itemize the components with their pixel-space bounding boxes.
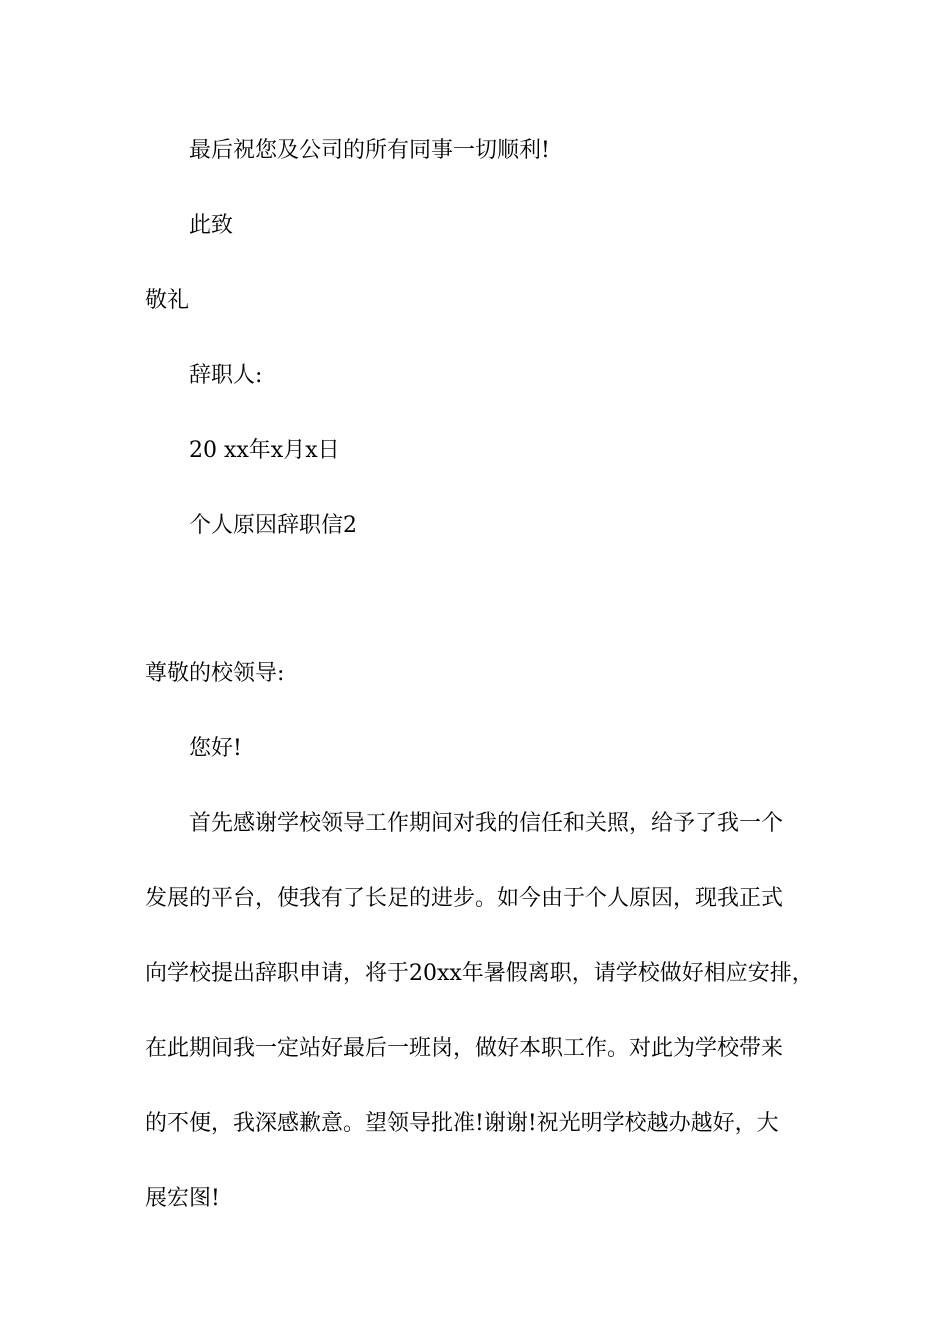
- signer-label: 辞职人:: [189, 363, 263, 388]
- body-line: 展宏图!: [145, 1186, 220, 1211]
- closing-wish: 最后祝您及公司的所有同事一切顺利!: [189, 138, 550, 163]
- body-line: 发展的平台，使我有了长足的进步。如今由于个人原因，现我正式: [145, 886, 784, 911]
- letter-hello: 您好!: [189, 736, 242, 761]
- letter-greeting: 尊敬的校领导:: [145, 661, 285, 686]
- salutation-cizhi: 此致: [189, 213, 234, 238]
- section-heading: 个人原因辞职信2: [189, 513, 357, 538]
- body-line: 在此期间我一定站好最后一班岗，做好本职工作。对此为学校带来: [145, 1036, 784, 1061]
- letter-date: 20 xx年x月x日: [189, 438, 340, 463]
- body-line: 的不便，我深感歉意。望领导批准!谢谢!祝光明学校越办越好，大: [145, 1111, 779, 1136]
- body-line: 首先感谢学校领导工作期间对我的信任和关照，给予了我一个: [189, 811, 784, 836]
- salutation-jingli: 敬礼: [145, 288, 190, 313]
- body-line: 向学校提出辞职申请，将于20xx年暑假离职，请学校做好相应安排，: [145, 961, 814, 986]
